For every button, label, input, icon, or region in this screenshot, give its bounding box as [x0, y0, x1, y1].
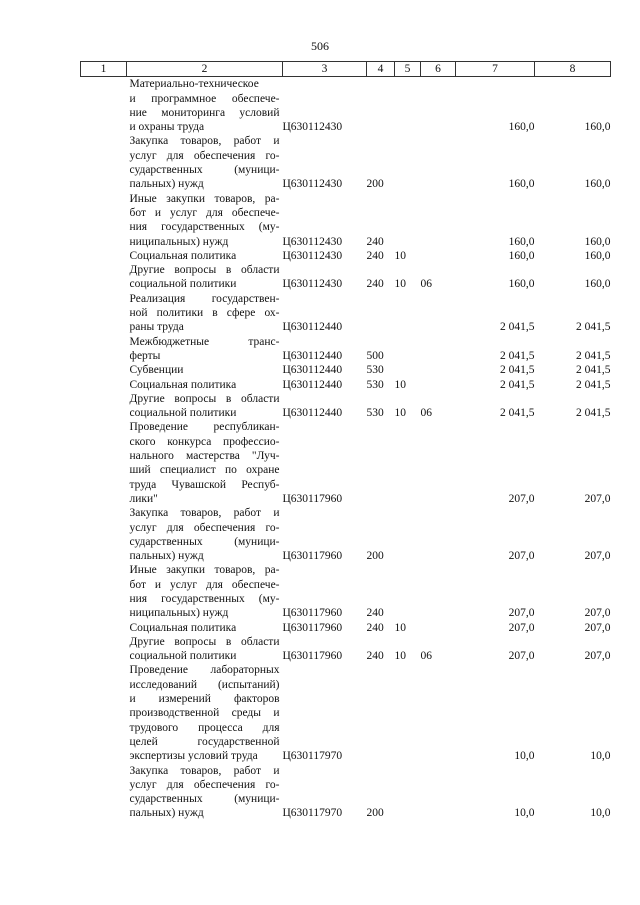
row-rz — [395, 663, 421, 763]
row-rz — [395, 77, 421, 135]
table-row — [81, 635, 611, 664]
row-value-7: 207,0 — [508, 492, 535, 505]
row-value-8: 160,0 — [584, 178, 611, 191]
row-value-7: 207,0 — [508, 621, 535, 634]
row-pr — [421, 249, 456, 263]
row-name — [127, 134, 283, 191]
row-value-8: 2 041,5 — [576, 407, 611, 420]
row-name — [127, 392, 283, 421]
row-rz — [395, 363, 421, 377]
row-vr: 530 — [366, 364, 384, 377]
row-name-line: сударственных (муници- — [129, 535, 280, 548]
row-name-line: бот и услуг для обеспече- — [129, 578, 280, 591]
row-name — [127, 249, 283, 263]
row-empty-cell — [81, 335, 127, 364]
row-name-line: сударственных (муници- — [129, 793, 280, 806]
row-value-8: 160,0 — [584, 278, 611, 291]
row-empty-cell — [81, 621, 127, 635]
row-empty-cell — [81, 192, 127, 249]
header-col-2: 2 — [127, 62, 283, 77]
row-value-7: 160,0 — [508, 178, 535, 191]
row-empty-cell — [81, 292, 127, 335]
row-name-line: раны труда — [129, 321, 184, 334]
row-name-line: ной политики в сфере ох- — [129, 307, 280, 320]
row-vr — [367, 420, 395, 506]
row-vr: 200 — [366, 807, 384, 820]
row-code: Ц630112440 — [282, 364, 343, 377]
table-row — [81, 621, 611, 635]
row-value-8: 207,0 — [584, 621, 611, 634]
table-row — [81, 764, 611, 821]
row-name-line: труда Чувашской Респуб- — [129, 478, 280, 491]
row-code: Ц630117960 — [282, 492, 343, 505]
row-vr: 240 — [366, 621, 384, 634]
row-name-line: Реализация государствен- — [129, 292, 280, 305]
row-name — [127, 192, 283, 249]
row-pr: 06 — [420, 650, 432, 663]
row-name-line: ший специалист по охране — [129, 464, 280, 477]
header-col-3: 3 — [283, 62, 367, 77]
row-vr — [367, 663, 395, 763]
row-value-8: 2 041,5 — [576, 349, 611, 362]
row-rz — [395, 134, 421, 191]
budget-table — [80, 61, 611, 821]
row-rz: 10 — [394, 378, 406, 391]
header-col-5: 5 — [395, 62, 421, 77]
row-vr: 240 — [366, 278, 384, 291]
row-pr — [421, 563, 456, 620]
row-code: Ц630112430 — [282, 235, 343, 248]
row-name — [127, 335, 283, 364]
row-name — [127, 621, 283, 635]
row-rz: 10 — [394, 278, 406, 291]
row-name-line: нального мастерства "Луч- — [129, 450, 280, 463]
row-code: Ц630112440 — [282, 407, 343, 420]
row-name-line: Межбюджетные транс- — [129, 335, 280, 348]
row-name — [127, 420, 283, 506]
row-value-8: 10,0 — [590, 750, 611, 763]
header-row — [81, 62, 611, 77]
row-name-line: ния государственных (му- — [129, 221, 280, 234]
row-vr: 240 — [366, 249, 384, 262]
table-row — [81, 263, 611, 292]
table-row — [81, 192, 611, 249]
row-pr: 06 — [420, 278, 432, 291]
row-value-7: 2 041,5 — [500, 364, 535, 377]
row-rz — [395, 506, 421, 563]
row-name — [127, 506, 283, 563]
row-rz — [395, 335, 421, 364]
row-name-line: ского конкурса профессио- — [129, 435, 280, 448]
row-vr: 500 — [366, 349, 384, 362]
row-name — [127, 764, 283, 821]
row-empty-cell — [81, 764, 127, 821]
row-empty-cell — [81, 363, 127, 377]
row-pr: 06 — [420, 407, 432, 420]
row-name — [127, 563, 283, 620]
table-row — [81, 134, 611, 191]
row-rz: 10 — [394, 407, 406, 420]
table-body — [81, 77, 611, 821]
row-name-line: социальной политики — [129, 650, 237, 663]
row-code: Ц630117970 — [282, 750, 343, 763]
row-name-line: и измерений факторов — [129, 693, 280, 706]
row-rz: 10 — [394, 249, 406, 262]
table-row — [81, 335, 611, 364]
page-number: 506 — [311, 39, 329, 53]
row-vr: 530 — [366, 378, 384, 391]
row-rz — [395, 192, 421, 249]
row-name — [127, 363, 283, 377]
row-code: Ц630117970 — [282, 807, 343, 820]
row-vr: 200 — [366, 178, 384, 191]
row-name-line: трудового процесса для — [129, 721, 280, 734]
row-name-line: ния государственных (му- — [129, 592, 280, 605]
table-row — [81, 563, 611, 620]
row-name-line: Социальная политика — [129, 378, 237, 391]
row-pr — [421, 663, 456, 763]
row-value-7: 207,0 — [508, 650, 535, 663]
row-name-line: и охраны труда — [129, 121, 205, 134]
row-value-8: 207,0 — [584, 550, 611, 563]
row-name-line: ние мониторинга условий — [129, 106, 280, 119]
table-row — [81, 663, 611, 763]
row-name — [127, 663, 283, 763]
row-pr — [421, 292, 456, 335]
row-rz — [395, 563, 421, 620]
row-name-line: Закупка товаров, работ и — [129, 764, 280, 777]
row-vr: 240 — [366, 650, 384, 663]
table-row — [81, 392, 611, 421]
row-pr — [421, 420, 456, 506]
row-name-line: ниципальных) нужд — [129, 607, 229, 620]
row-name-line: Закупка товаров, работ и — [129, 135, 280, 148]
row-name-line: производственной среды и — [129, 707, 280, 720]
row-value-7: 2 041,5 — [500, 321, 535, 334]
row-name-line: и программное обеспече- — [129, 92, 280, 105]
row-vr — [367, 292, 395, 335]
row-vr — [367, 77, 395, 135]
row-name-line: социальной политики — [129, 278, 237, 291]
row-value-7: 160,0 — [508, 235, 535, 248]
row-name — [127, 263, 283, 292]
row-value-8: 2 041,5 — [576, 364, 611, 377]
row-name-line: Социальная политика — [129, 249, 237, 262]
row-name-line: Иные закупки товаров, ра- — [129, 192, 280, 205]
row-name-line: пальных) нужд — [129, 178, 204, 191]
row-name — [127, 635, 283, 664]
row-value-7: 2 041,5 — [500, 349, 535, 362]
row-name — [127, 77, 283, 135]
row-code: Ц630117960 — [282, 650, 343, 663]
row-empty-cell — [81, 635, 127, 664]
row-value-7: 10,0 — [514, 750, 535, 763]
row-vr: 530 — [366, 407, 384, 420]
table-row — [81, 420, 611, 506]
header-col-1: 1 — [81, 62, 127, 77]
row-empty-cell — [81, 77, 127, 135]
row-value-8: 207,0 — [584, 607, 611, 620]
row-name-line: пальных) нужд — [129, 807, 204, 820]
table-row — [81, 77, 611, 135]
row-name-line: экспертизы условий труда — [129, 750, 258, 763]
row-name-line: Проведение лабораторных — [129, 664, 280, 677]
row-empty-cell — [81, 249, 127, 263]
row-value-7: 2 041,5 — [500, 407, 535, 420]
row-value-7: 207,0 — [508, 607, 535, 620]
row-code: Ц630112440 — [282, 378, 343, 391]
row-name-line: услуг для обеспечения го- — [129, 521, 280, 534]
row-name-line: Субвенции — [129, 364, 184, 377]
row-name-line: Другие вопросы в области — [129, 264, 280, 277]
row-code: Ц630112430 — [282, 278, 343, 291]
header-col-6: 6 — [421, 62, 456, 77]
row-code: Ц630117960 — [282, 621, 343, 634]
row-name-line: Материально-техническое — [129, 78, 259, 91]
row-name-line: Проведение республикан- — [129, 421, 280, 434]
row-code: Ц630112430 — [282, 249, 343, 262]
row-name-line: бот и услуг для обеспече- — [129, 206, 280, 219]
header-col-4: 4 — [367, 62, 395, 77]
row-code: Ц630112430 — [282, 121, 343, 134]
row-value-8: 160,0 — [584, 121, 611, 134]
row-value-8: 10,0 — [590, 807, 611, 820]
row-name-line: сударственных (муници- — [129, 164, 280, 177]
row-name-line: Иные закупки товаров, ра- — [129, 564, 280, 577]
row-name-line: лики" — [129, 492, 158, 505]
row-empty-cell — [81, 663, 127, 763]
row-empty-cell — [81, 420, 127, 506]
table-row — [81, 506, 611, 563]
row-code: Ц630112430 — [282, 178, 343, 191]
row-pr — [421, 621, 456, 635]
row-name — [127, 292, 283, 335]
table-row — [81, 378, 611, 392]
table-row — [81, 292, 611, 335]
row-name-line: ферты — [129, 349, 161, 362]
row-name-line: Другие вопросы в области — [129, 392, 280, 405]
row-value-8: 207,0 — [584, 650, 611, 663]
row-empty-cell — [81, 378, 127, 392]
row-value-7: 160,0 — [508, 278, 535, 291]
row-name-line: Другие вопросы в области — [129, 635, 280, 648]
row-value-8: 207,0 — [584, 492, 611, 505]
row-code: Ц630117960 — [282, 607, 343, 620]
row-rz — [395, 420, 421, 506]
row-name — [127, 378, 283, 392]
row-value-8: 2 041,5 — [576, 321, 611, 334]
row-pr — [421, 192, 456, 249]
row-name-line: Закупка товаров, работ и — [129, 507, 280, 520]
row-vr: 240 — [366, 235, 384, 248]
row-pr — [421, 378, 456, 392]
row-value-7: 160,0 — [508, 121, 535, 134]
row-value-8: 160,0 — [584, 249, 611, 262]
row-value-8: 2 041,5 — [576, 378, 611, 391]
row-code: Ц630112440 — [282, 321, 343, 334]
row-name-line: исследований (испытаний) — [129, 678, 280, 691]
row-value-7: 10,0 — [514, 807, 535, 820]
row-code: Ц630117960 — [282, 550, 343, 563]
row-value-7: 207,0 — [508, 550, 535, 563]
row-value-8: 160,0 — [584, 235, 611, 248]
row-pr — [421, 77, 456, 135]
row-pr — [421, 335, 456, 364]
row-name-line: Социальная политика — [129, 621, 237, 634]
header-col-7: 7 — [456, 62, 535, 77]
row-rz — [395, 764, 421, 821]
row-pr — [421, 134, 456, 191]
row-name-line: социальной политики — [129, 407, 237, 420]
row-rz: 10 — [394, 621, 406, 634]
row-value-7: 160,0 — [508, 249, 535, 262]
row-name-line: пальных) нужд — [129, 550, 204, 563]
row-name-line: услуг для обеспечения го- — [129, 778, 280, 791]
row-pr — [421, 363, 456, 377]
row-name-line: услуг для обеспечения го- — [129, 149, 280, 162]
row-pr — [421, 506, 456, 563]
row-empty-cell — [81, 563, 127, 620]
row-rz: 10 — [394, 650, 406, 663]
row-rz — [395, 292, 421, 335]
table-row — [81, 249, 611, 263]
row-empty-cell — [81, 392, 127, 421]
header-col-8: 8 — [535, 62, 611, 77]
table-row — [81, 363, 611, 377]
row-empty-cell — [81, 263, 127, 292]
row-empty-cell — [81, 506, 127, 563]
row-name-line: ниципальных) нужд — [129, 235, 229, 248]
row-pr — [421, 764, 456, 821]
row-value-7: 2 041,5 — [500, 378, 535, 391]
row-empty-cell — [81, 134, 127, 191]
row-vr: 240 — [366, 607, 384, 620]
row-code: Ц630112440 — [282, 349, 343, 362]
row-vr: 200 — [366, 550, 384, 563]
row-name-line: целей государственной — [129, 735, 280, 748]
